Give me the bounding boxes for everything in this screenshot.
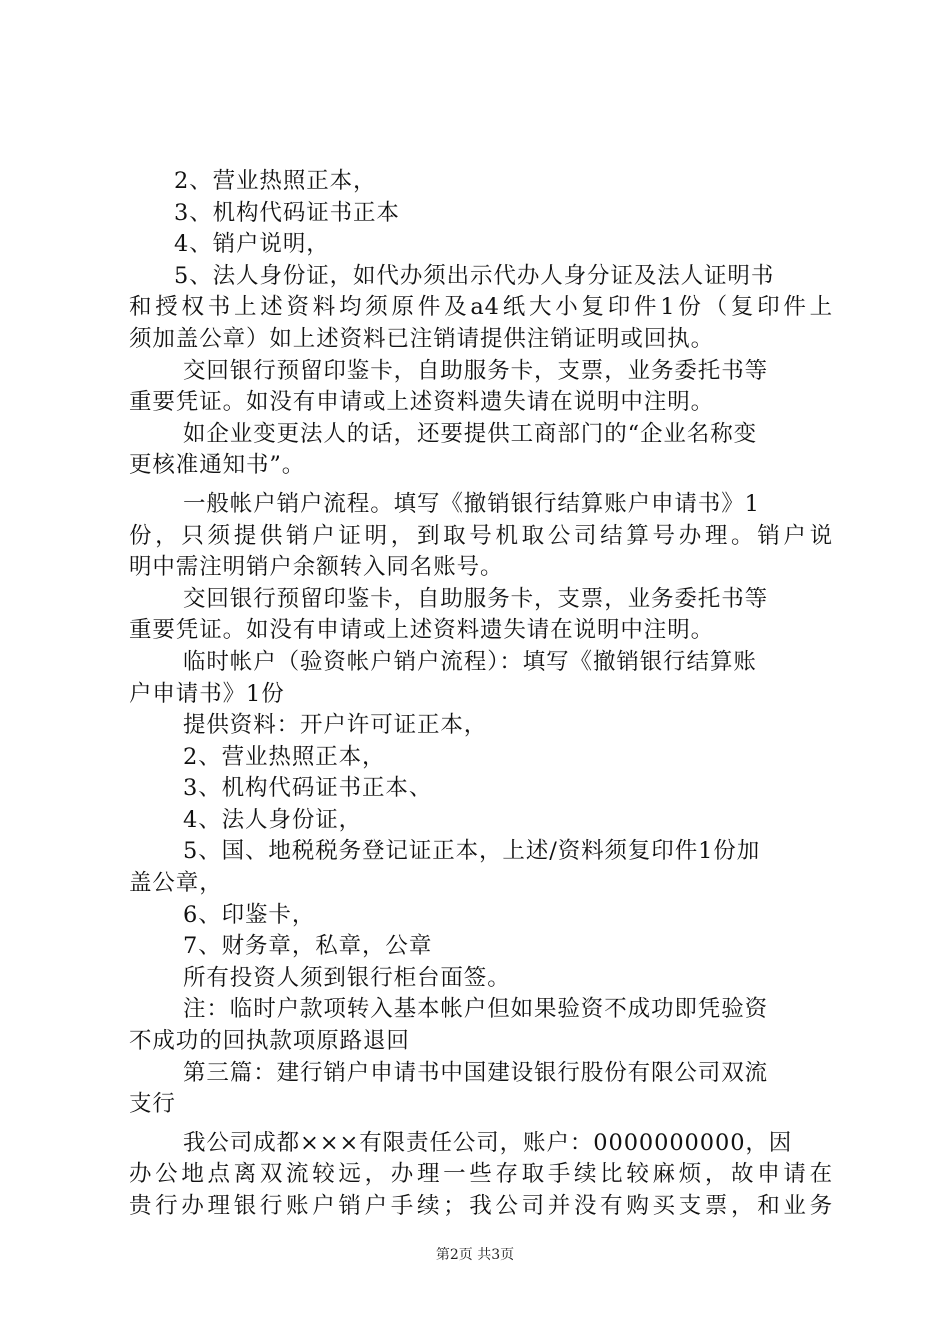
text-line: 份，只须提供销户证明，到取号机取公司结算号办理。销户说 [129, 522, 833, 549]
text-line: 我公司成都×××有限责任公司，账户：0000000000，因 [183, 1129, 793, 1156]
text-line: 重要凭证。如没有申请或上述资料遗失请在说明中注明。 [129, 389, 715, 416]
document-body [129, 166, 833, 1223]
text-line: 盖公章， [129, 870, 223, 897]
text-line: 交回银行预留印鉴卡，自助服务卡，支票，业务委托书等 [183, 585, 769, 612]
text-line: 3、机构代码证书正本 [174, 199, 400, 226]
text-line: 重要凭证。如没有申请或上述资料遗失请在说明中注明。 [129, 617, 715, 644]
text-line: 明中需注明销户余额转入同名账号。 [129, 554, 504, 581]
text-line: 7、财务章，私章，公章 [183, 933, 433, 960]
text-line: 4、法人身份证， [183, 806, 363, 833]
text-line: 所有投资人须到银行柜台面签。 [183, 964, 511, 991]
text-line: 和授权书上述资料均须原件及a4纸大小复印件1份（复印件上 [129, 294, 833, 321]
text-line: 办公地点离双流较远，办理一些存取手续比较麻烦，故申请在 [129, 1161, 833, 1188]
text-line: 临时帐户（验资帐户销户流程）：填写《撤销银行结算账 [183, 648, 757, 675]
section-heading: 第三篇：建行销户申请书中国建设银行股份有限公司双流 [183, 1059, 769, 1086]
text-line: 6、印鉴卡， [183, 901, 316, 928]
text-line: 2、营业热照正本， [174, 168, 377, 194]
text-line: 3、机构代码证书正本、 [183, 775, 433, 802]
text-line: 如企业变更法人的话，还要提供工商部门的“企业名称变 [183, 420, 758, 447]
text-line: 须加盖公章）如上述资料已注销请提供注销证明或回执。 [129, 325, 715, 352]
text-line: 更核准通知书”。 [129, 452, 306, 479]
section-heading: 支行 [129, 1091, 176, 1118]
text-line: 贵行办理银行账户销户手续；我公司并没有购买支票，和业务 [129, 1193, 833, 1219]
text-line: 5、国、地税税务登记证正本，上述/资料须复印件1份加 [183, 838, 761, 865]
text-line: 不成功的回执款项原路退回 [129, 1028, 410, 1055]
page-number: 第2页 共3页 [435, 1247, 515, 1263]
text-line: 5、法人身份证，如代办须出示代办人身分证及法人证明书 [174, 262, 775, 289]
text-line: 4、销户说明， [174, 231, 330, 258]
text-line: 注：临时户款项转入基本帐户但如果验资不成功即凭验资 [183, 996, 769, 1023]
page-footer [0, 1244, 950, 1264]
text-line: 提供资料：开户许可证正本， [183, 712, 488, 739]
text-line: 一般帐户销户流程。填写《撤销银行结算账户申请书》1 [183, 490, 760, 517]
text-line: 交回银行预留印鉴卡，自助服务卡，支票，业务委托书等 [183, 357, 769, 384]
text-line: 2、营业热照正本， [183, 743, 386, 770]
text-line: 户申请书》1份 [129, 680, 285, 707]
